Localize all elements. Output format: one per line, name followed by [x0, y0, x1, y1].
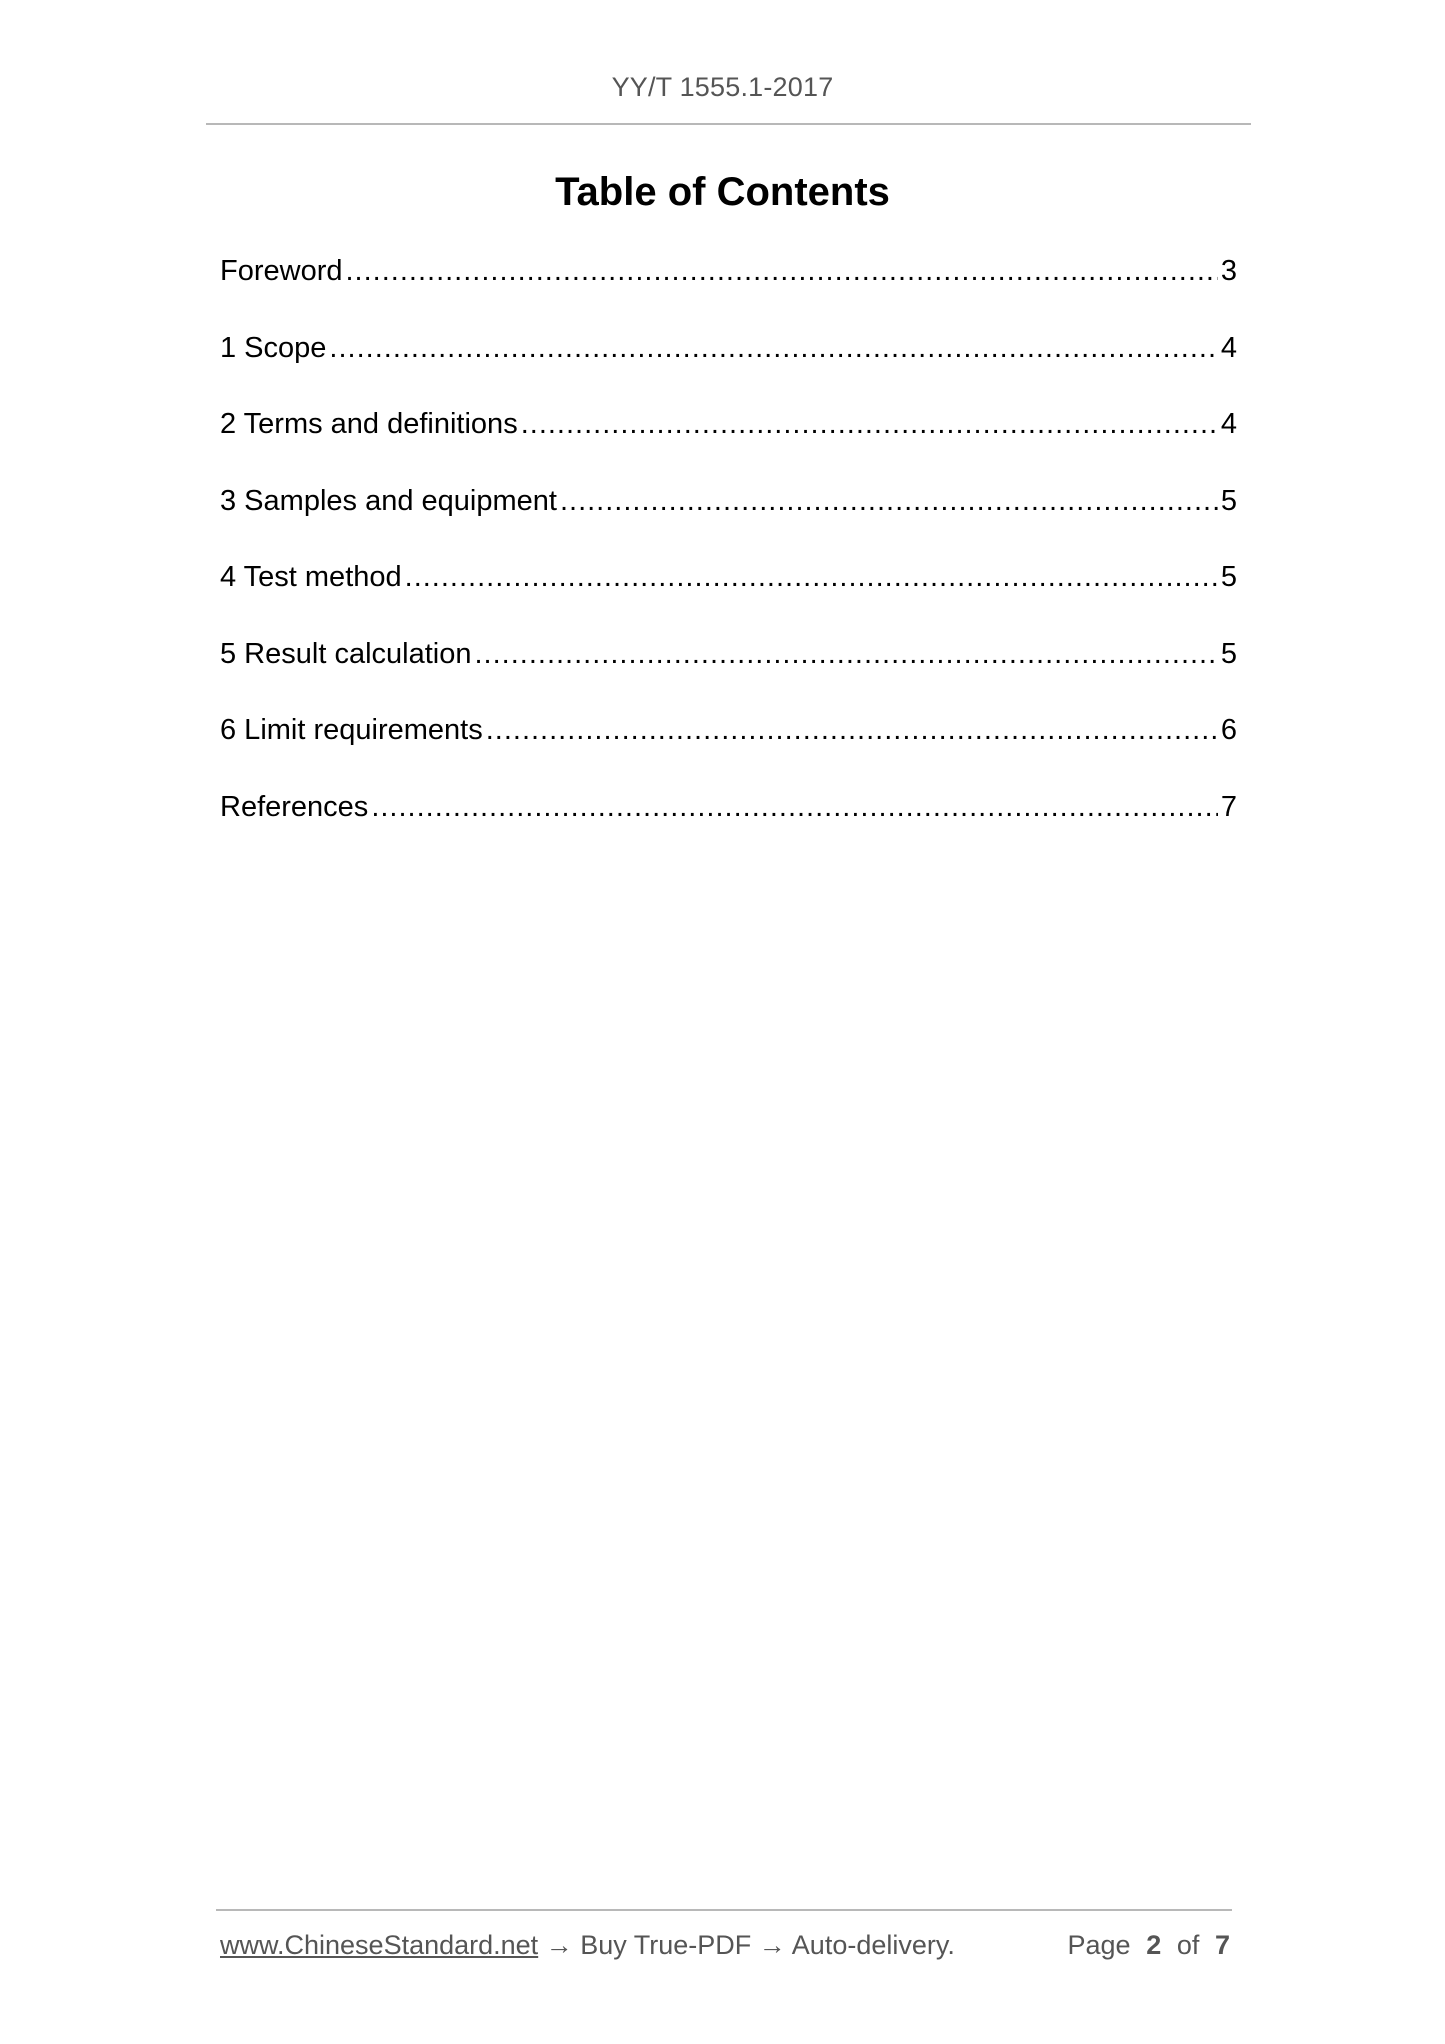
delivery-text: Auto-delivery.: [791, 1930, 955, 1960]
toc-entry-limit-requirements[interactable]: [220, 706, 1237, 783]
toc-entry-page: 5: [1220, 561, 1237, 593]
buy-text: Buy True-PDF: [580, 1930, 752, 1960]
toc-entry-page: 4: [1220, 331, 1237, 364]
toc-entry-label: 2 Terms and definitions: [220, 408, 518, 440]
arrow-right-icon: →: [545, 1930, 573, 1960]
page-footer: [220, 1925, 1230, 1965]
toc-dot-leader: [486, 706, 1218, 754]
running-header: YY/T 1555.1-2017: [611, 72, 834, 102]
total-pages-number: 7: [1214, 1930, 1230, 1960]
toc-entry-page: 5: [1220, 637, 1237, 670]
toc-dot-leader: [474, 630, 1217, 678]
toc-dot-leader: [371, 783, 1218, 831]
toc-dot-leader: [560, 477, 1218, 525]
page-indicator: [1068, 1925, 1230, 1965]
toc-entry-page: 4: [1220, 408, 1237, 440]
toc-entry-page: 5: [1220, 484, 1237, 517]
toc-entry-page: 7: [1220, 790, 1237, 823]
toc-entry-label: Foreword: [220, 255, 343, 287]
toc-entry-label: 4 Test method: [220, 561, 402, 593]
toc-entry-scope[interactable]: [220, 324, 1237, 401]
toc-entry-foreword[interactable]: [220, 247, 1237, 324]
current-page-number: 2: [1146, 1930, 1162, 1960]
toc-entry-label: 6 Limit requirements: [220, 714, 483, 746]
of-word: of: [1176, 1930, 1200, 1960]
footer-promo: [220, 1925, 955, 1965]
toc-entry-label: 3 Samples and equipment: [220, 484, 557, 517]
toc-entry-terms-and-definitions[interactable]: [220, 400, 1237, 477]
toc-entry-label: 5 Result calculation: [220, 637, 472, 670]
toc-title: Table of Contents: [555, 170, 890, 214]
toc-entry-samples-and-equipment[interactable]: [220, 477, 1237, 554]
arrow-right-icon: →: [758, 1930, 786, 1960]
footer-divider: [216, 1909, 1232, 1911]
header-divider: [206, 123, 1251, 125]
toc-entry-test-method[interactable]: [220, 553, 1237, 630]
toc-dot-leader: [329, 324, 1217, 372]
toc-dot-leader: [405, 553, 1218, 601]
toc-dot-leader: [346, 247, 1218, 295]
toc-entry-page: 3: [1220, 255, 1237, 287]
page-word: Page: [1067, 1930, 1131, 1960]
toc-dot-leader: [521, 400, 1218, 448]
toc-entry-label: References: [220, 790, 369, 823]
toc-list: [220, 247, 1237, 859]
toc-entry-references[interactable]: [220, 783, 1237, 860]
toc-entry-label: 1 Scope: [220, 331, 327, 364]
site-link[interactable]: www.ChineseStandard.net: [220, 1930, 539, 1960]
toc-entry-page: 6: [1220, 714, 1237, 746]
toc-entry-result-calculation[interactable]: [220, 630, 1237, 707]
